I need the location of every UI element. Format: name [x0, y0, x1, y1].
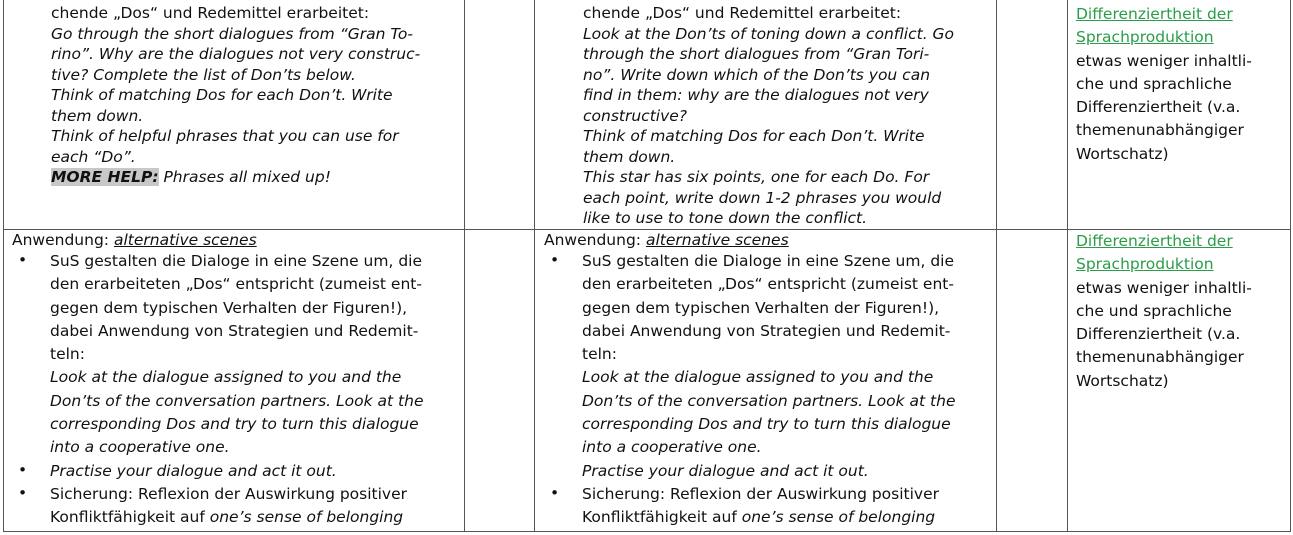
cell-line: corresponding Dos and try to turn this dialogue: [582, 415, 951, 434]
row2-col3-cell: [544, 230, 994, 530]
cell-line: This star has six points, one for each Do. For: [583, 168, 930, 186]
cell-line: no”. Write down which of the Don’ts you can: [583, 65, 931, 84]
cell-line: chende „Dos“ und Redemittel erarbeitet:: [51, 4, 370, 22]
cell-line: SuS gestalten die Dialoge in eine Szene um, die: [50, 252, 423, 270]
bullet-icon: •: [550, 483, 560, 502]
bullet-icon: •: [18, 460, 28, 479]
cell-line: etwas weniger inhaltli-: [1076, 278, 1252, 297]
cell-line: teln:: [50, 345, 85, 364]
cell-line: dabei Anwendung von Strategien und Redemit-: [50, 321, 419, 340]
section-heading: Anwendung: alternative scenes: [544, 231, 789, 249]
cell-line: che und sprachliche: [1076, 301, 1232, 320]
column-divider: [534, 0, 535, 532]
column-divider: [464, 0, 465, 532]
cell-line: Don’ts of the conversation partners. Look at the: [50, 391, 424, 410]
lesson-plan-table: [3, 0, 1291, 532]
cell-line: Differenziertheit (v.a.: [1076, 325, 1241, 344]
table-border: [3, 0, 4, 532]
cell-line: SuS gestalten die Dialoge in eine Szene um, die: [582, 252, 955, 270]
cell-line: Differenziertheit (v.a.: [1076, 98, 1241, 117]
cell-line: rino”. Why are the dialogues not very construc-: [51, 45, 421, 63]
cell-line: Konfliktfähigkeit auf one’s sense of belonging: [50, 508, 404, 527]
list-item: [12, 460, 462, 483]
cell-line: them down.: [583, 147, 676, 166]
row1-col5-cell: [1076, 3, 1286, 166]
cell-line: che und sprachliche: [1076, 74, 1232, 93]
cell-line: Wortschatz): [1076, 144, 1169, 163]
cell-line: them down.: [51, 106, 144, 125]
cell-line: each point, write down 1-2 phrases you would: [583, 188, 942, 207]
section-heading-emph: alternative scenes: [645, 231, 789, 249]
cell-line: den erarbeiteten „Dos“ entspricht (zumeist ent-: [50, 275, 422, 294]
section-heading-emph: alternative scenes: [113, 231, 257, 249]
more-help-label: MORE HELP:: [51, 168, 159, 186]
bullet-icon: •: [550, 251, 560, 269]
column-divider: [996, 0, 997, 532]
cell-line: themenunabhängiger: [1076, 348, 1244, 367]
more-help-line: [51, 167, 461, 188]
competence-link[interactable]: Differenziertheit der: [1076, 5, 1233, 23]
cell-line: corresponding Dos and try to turn this dialogue: [50, 415, 419, 434]
cell-line: den erarbeiteten „Dos“ entspricht (zumeist ent-: [582, 275, 954, 294]
cell-line: Konfliktfähigkeit auf one’s sense of belonging: [582, 508, 936, 527]
cell-line: like to use to tone down the conflict.: [583, 209, 868, 227]
cell-line: Practise your dialogue and act it out.: [582, 461, 869, 480]
column-divider: [1067, 0, 1068, 532]
cell-line: into a cooperative one.: [582, 438, 762, 457]
bullet-icon: •: [18, 483, 28, 502]
cell-line: Look at the dialogue assigned to you and the: [582, 368, 934, 387]
cell-line: Don’ts of the conversation partners. Look at the: [582, 391, 956, 410]
list-item: [544, 250, 994, 483]
list-item: [12, 250, 462, 460]
cell-line: Wortschatz): [1076, 371, 1169, 390]
competence-link[interactable]: Sprachproduktion: [1076, 28, 1214, 47]
cell-line: Practise your dialogue and act it out.: [50, 461, 337, 480]
row2-col5-cell: [1076, 230, 1286, 393]
row1-col3-cell: [583, 3, 993, 229]
cell-line: gegen dem typischen Verhalten der Figuren!),: [50, 298, 408, 317]
cell-line: tive? Complete the list of Don’ts below.: [51, 65, 356, 84]
cell-line: Look at the Don’ts of toning down a conflict. Go: [583, 24, 955, 43]
cell-line: Look at the dialogue assigned to you and the: [50, 368, 402, 387]
cell-line: Sicherung: Reflexion der Auswirkung positiver: [582, 484, 939, 503]
cell-line: etwas weniger inhaltli-: [1076, 51, 1252, 70]
cell-line: gegen dem typischen Verhalten der Figuren!),: [582, 298, 940, 317]
cell-line: themenunabhängiger: [1076, 121, 1244, 140]
bullet-icon: •: [18, 251, 28, 269]
cell-line: teln:: [582, 345, 617, 364]
cell-line: into a cooperative one.: [50, 438, 230, 457]
competence-link[interactable]: Differenziertheit der: [1076, 232, 1233, 250]
list-item: [12, 483, 462, 530]
section-heading: Anwendung: alternative scenes: [12, 231, 257, 249]
table-border: [3, 531, 1291, 532]
more-help-text: Phrases all mixed up!: [158, 168, 331, 186]
cell-line: find in them: why are the dialogues not very: [583, 86, 929, 104]
cell-line: through the short dialogues from “Gran Tori-: [583, 45, 930, 63]
cell-line: Go through the short dialogues from “Gran To-: [51, 24, 413, 43]
cell-line: dabei Anwendung von Strategien und Redemit-: [582, 321, 951, 340]
cell-line: chende „Dos“ und Redemittel erarbeitet:: [583, 4, 902, 22]
cell-line: Think of matching Dos for each Don’t. Write: [583, 127, 925, 145]
competence-link[interactable]: Sprachproduktion: [1076, 255, 1214, 274]
cell-line: Think of matching Dos for each Don’t. Write: [51, 86, 393, 104]
list-item: [544, 483, 994, 530]
cell-line: constructive?: [583, 106, 688, 125]
row1-col1-cell: [51, 3, 461, 188]
cell-line: each “Do”.: [51, 147, 136, 166]
row2-col1-cell: [12, 230, 462, 530]
cell-line: Think of helpful phrases that you can use for: [51, 127, 399, 145]
table-border: [1290, 0, 1291, 532]
cell-line: Sicherung: Reflexion der Auswirkung positiver: [50, 484, 407, 503]
